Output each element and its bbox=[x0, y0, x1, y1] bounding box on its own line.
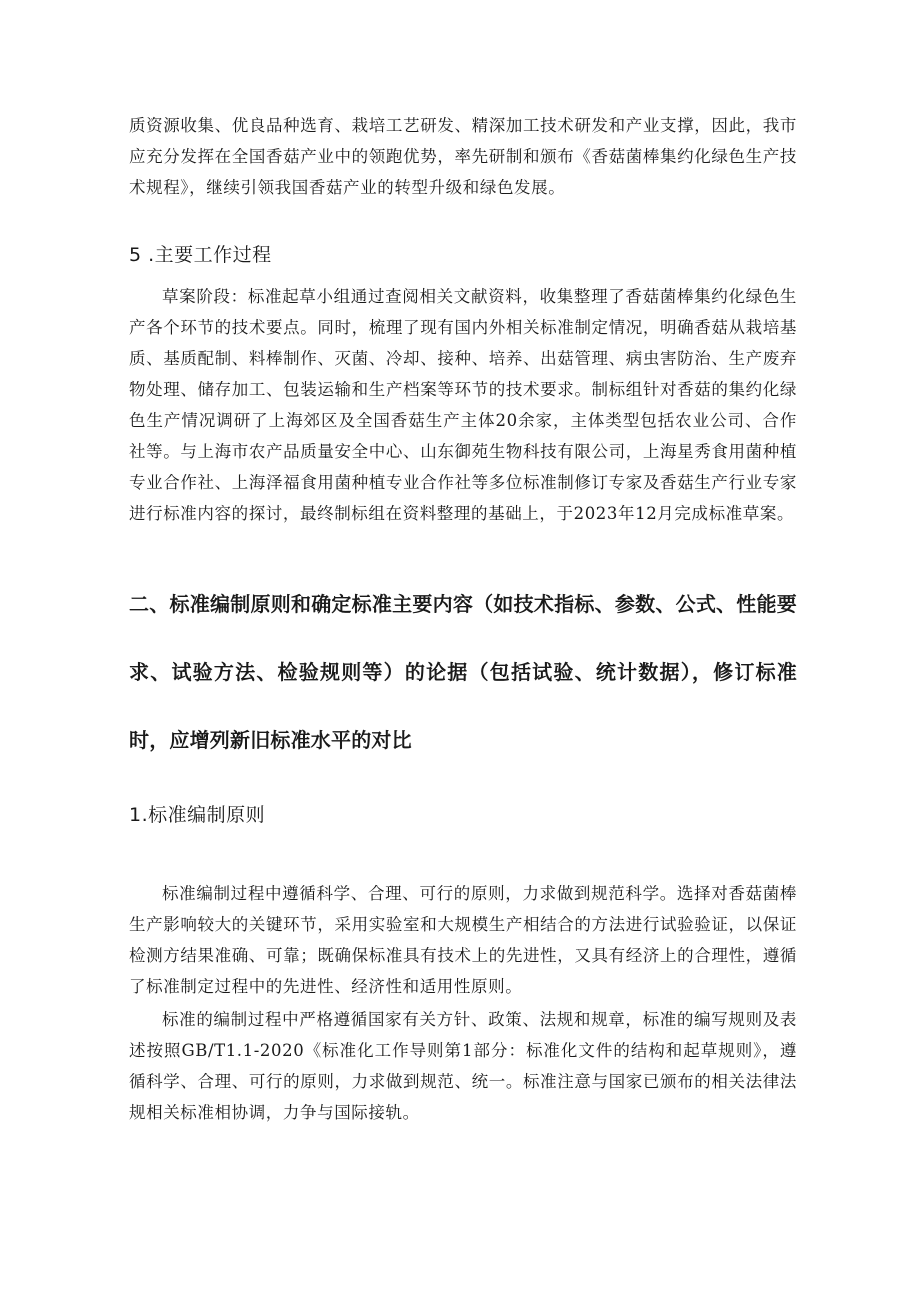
work-process-heading: 5 .主要工作过程 bbox=[129, 244, 272, 266]
principle-paragraph-2: 标准的编制过程中严格遵循国家有关方针、政策、法规和规章，标准的编写规则及表述按照GB/T1.1-2020《标准化工作导则第1部分：标准化文件的结构和起草规则》，遵循科学、合理、可行的原则，力求做到规范、统一。标准注意与国家已颁布的相关法律法规相关标准相协调，力争与国际接轨。 bbox=[129, 1010, 797, 1122]
draft-stage-paragraph: 草案阶段：标准起草小组通过查阅相关文献资料，收集整理了香菇菌棒集约化绿色生产各个环节的技术要点。同时，梳理了现有国内外相关标准制定情况，明确香菇从栽培基质、基质配制、料棒制作、灭菌、冷却、接种、培养、出菇管理、病虫害防治、生产废弃物处理、储存加工、包装运输和生产档案等环节的技术要求。制标组针对香菇的集约化绿色生产情况调研了上海郊区及全国香菇生产主体20余家，主体类型包括农业公司、合作社等。与上海市农产品质量安全中心、山东御苑生物科技有限公司，上海星秀食用菌种植专业合作社、上海泽福食用菌种植专业合作社等多位标准制修订专家及香菇生产行业专家进行标准内容的探讨，最终制标组在资料整理的基础上，于2023年12月完成标准草案。 bbox=[129, 287, 797, 523]
intro-paragraph: 质资源收集、优良品种选育、栽培工艺研发、精深加工技术研发和产业支撑，因此，我市应充分发挥在全国香菇产业中的领跑优势，率先研制和颁布《香菇菌棒集约化绿色生产技术规程》，继续引领我国香菇产业的转型升级和绿色发展。 bbox=[129, 116, 797, 197]
principle-paragraph-1: 标准编制过程中遵循科学、合理、可行的原则，力求做到规范科学。选择对香菇菌棒生产影响较大的关键环节，采用实验室和大规模生产相结合的方法进行试验验证，以保证检测方结果准确、可靠；既确保标准具有技术上的先进性，又具有经济上的合理性，遵循了标准制定过程中的先进性、经济性和适用性原则。 bbox=[129, 884, 797, 996]
compilation-principle-heading: 1.标准编制原则 bbox=[129, 804, 266, 826]
section-two-heading: 二、标准编制原则和确定标准主要内容（如技术指标、参数、公式、性能要求、试验方法、检验规则等）的论据（包括试验、统计数据），修订标准时，应增列新旧标准水平的对比 bbox=[129, 592, 797, 752]
